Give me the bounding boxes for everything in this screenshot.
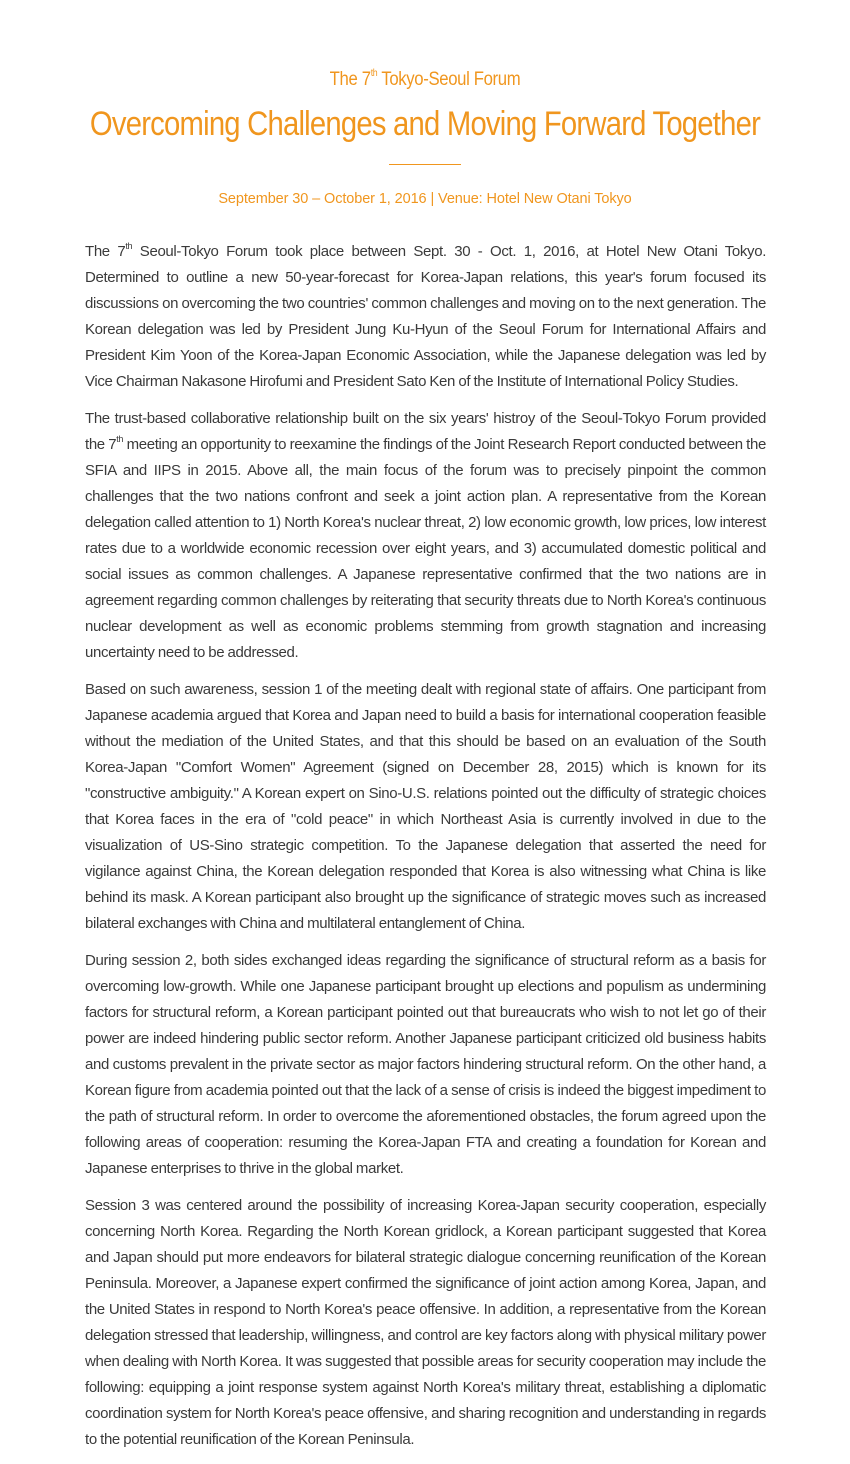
paragraph-2-rest: meeting an opportunity to reexamine the findings of the Joint Research Report conducted between the SFIA and IIPS in 2015. Above all, the main focus of the forum was to precisely pinpoint the common challenges that the two nations confront and seek a joint action plan. A representative from the Korean delegation called attention to 1) North Korea's nuclear threat, 2) low economic growth, low prices, low interest rates due to a worldwide economic recession over eight years, and 3) accumulated domestic political and social issues as common challenges. A Japanese representative confirmed that the two nations are in agreement regarding common challenges by reiterating that security threats due to North Korea's continuous nuclear development as well as economic problems stemming from growth stagnation and increasing uncertainty need to be addressed. [85, 436, 766, 661]
paragraph-2 [85, 406, 766, 666]
forum-edition-heading [51, 66, 799, 94]
paragraph-2-ordinal: th [116, 434, 124, 444]
paragraph-5: Session 3 was centered around the possibility of increasing Korea-Japan security cooperation, especially concerning North Korea. Regarding the North Korean gridlock, a Korean participant suggested that Korea and Japan should put more endeavors for bilateral strategic dialogue concerning reunification of the Korean Peninsula. Moreover, a Japanese expert confirmed the significance of joint action among Korea, Japan, and the United States in respond to North Korea's peace offensive. In addition, a representative from the Korean delegation stressed that leadership, willingness, and control are key factors along with physical military power when dealing with North Korea. It was suggested that possible areas for security cooperation may include the following: equipping a joint response system against North Korea's military threat, establishing a diplomatic coordination system for North Korea's peace offensive, and sharing recognition and understanding in regards to the potential reunification of the Korean Peninsula. [85, 1197, 766, 1448]
forum-edition-suffix: Tokyo-Seoul Forum [377, 69, 521, 90]
paragraph-1 [85, 239, 766, 395]
paragraph-3: Based on such awareness, session 1 of the meeting dealt with regional state of affairs. One participant from Japanese academia argued that Korea and Japan need to build a basis for international cooperation feasible without the mediation of the United States, and that this should be based on an evaluation of the South Korea-Japan "Comfort Women" Agreement (signed on December 28, 2015) which is known for its "constructive ambiguity." A Korean expert on Sino-U.S. relations pointed out the difficulty of strategic choices that Korea faces in the era of "cold peace" in which Northeast Asia is currently involved in due to the visualization of US-Sino strategic competition. To the Japanese delegation that asserted the need for vigilance against China, the Korean delegation responded that Korea is also witnessing what China is like behind its mask. A Korean participant also brought up the significance of strategic moves such as increased bilateral exchanges with China and multilateral entanglement of China. [85, 681, 766, 932]
forum-edition-prefix: The 7 [329, 69, 371, 90]
title-divider [389, 164, 461, 165]
document-header [0, 66, 850, 209]
paragraph-1-start: The 7 [85, 243, 126, 260]
article-body [85, 239, 766, 1464]
paragraph-1-rest: Seoul-Tokyo Forum took place between Sept. 30 - Oct. 1, 2016, at Hotel New Otani Tokyo. Determined to outline a new 50-year-forecast for Korea-Japan relations, this year's forum focused its discussions on overcoming the two countries' common challenges and moving on to the next generation. The Korean delegation was led by President Jung Ku-Hyun of the Seoul Forum for International Affairs and President Kim Yoon of the Korea-Japan Economic Association, while the Japanese delegation was led by Vice Chairman Nakasone Hirofumi and President Sato Ken of the Institute of International Policy Studies. [85, 243, 767, 390]
paragraph-4: During session 2, both sides exchanged ideas regarding the significance of structural reform as a basis for overcoming low-growth. While one Japanese participant brought up elections and populism as undermining factors for structural reform, a Korean participant pointed out that bureaucrats who wish to not let go of their power are indeed hindering public sector reform. Another Japanese participant criticized old business habits and customs prevalent in the private sector as major factors hindering structural reform. On the other hand, a Korean figure from academia pointed out that the lack of a sense of crisis is indeed the biggest impediment to the path of structural reform. In order to overcome the aforementioned obstacles, the forum agreed upon the following areas of cooperation: resuming the Korea-Japan FTA and creating a foundation for Korean and Japanese enterprises to thrive in the global market. [85, 952, 766, 1177]
forum-edition-ordinal: th [370, 68, 378, 79]
page-title: Overcoming Challenges and Moving Forward Together [89, 105, 761, 143]
paragraph-2-start: The trust-based collaborative relationship built on the six years' histroy of the Seoul-Tokyo Forum provided the 7 [85, 410, 766, 453]
paragraph-1-ordinal: th [125, 241, 133, 251]
date-venue-line: September 30 – October 1, 2016 | Venue: Hotel New Otani Tokyo [218, 191, 632, 207]
